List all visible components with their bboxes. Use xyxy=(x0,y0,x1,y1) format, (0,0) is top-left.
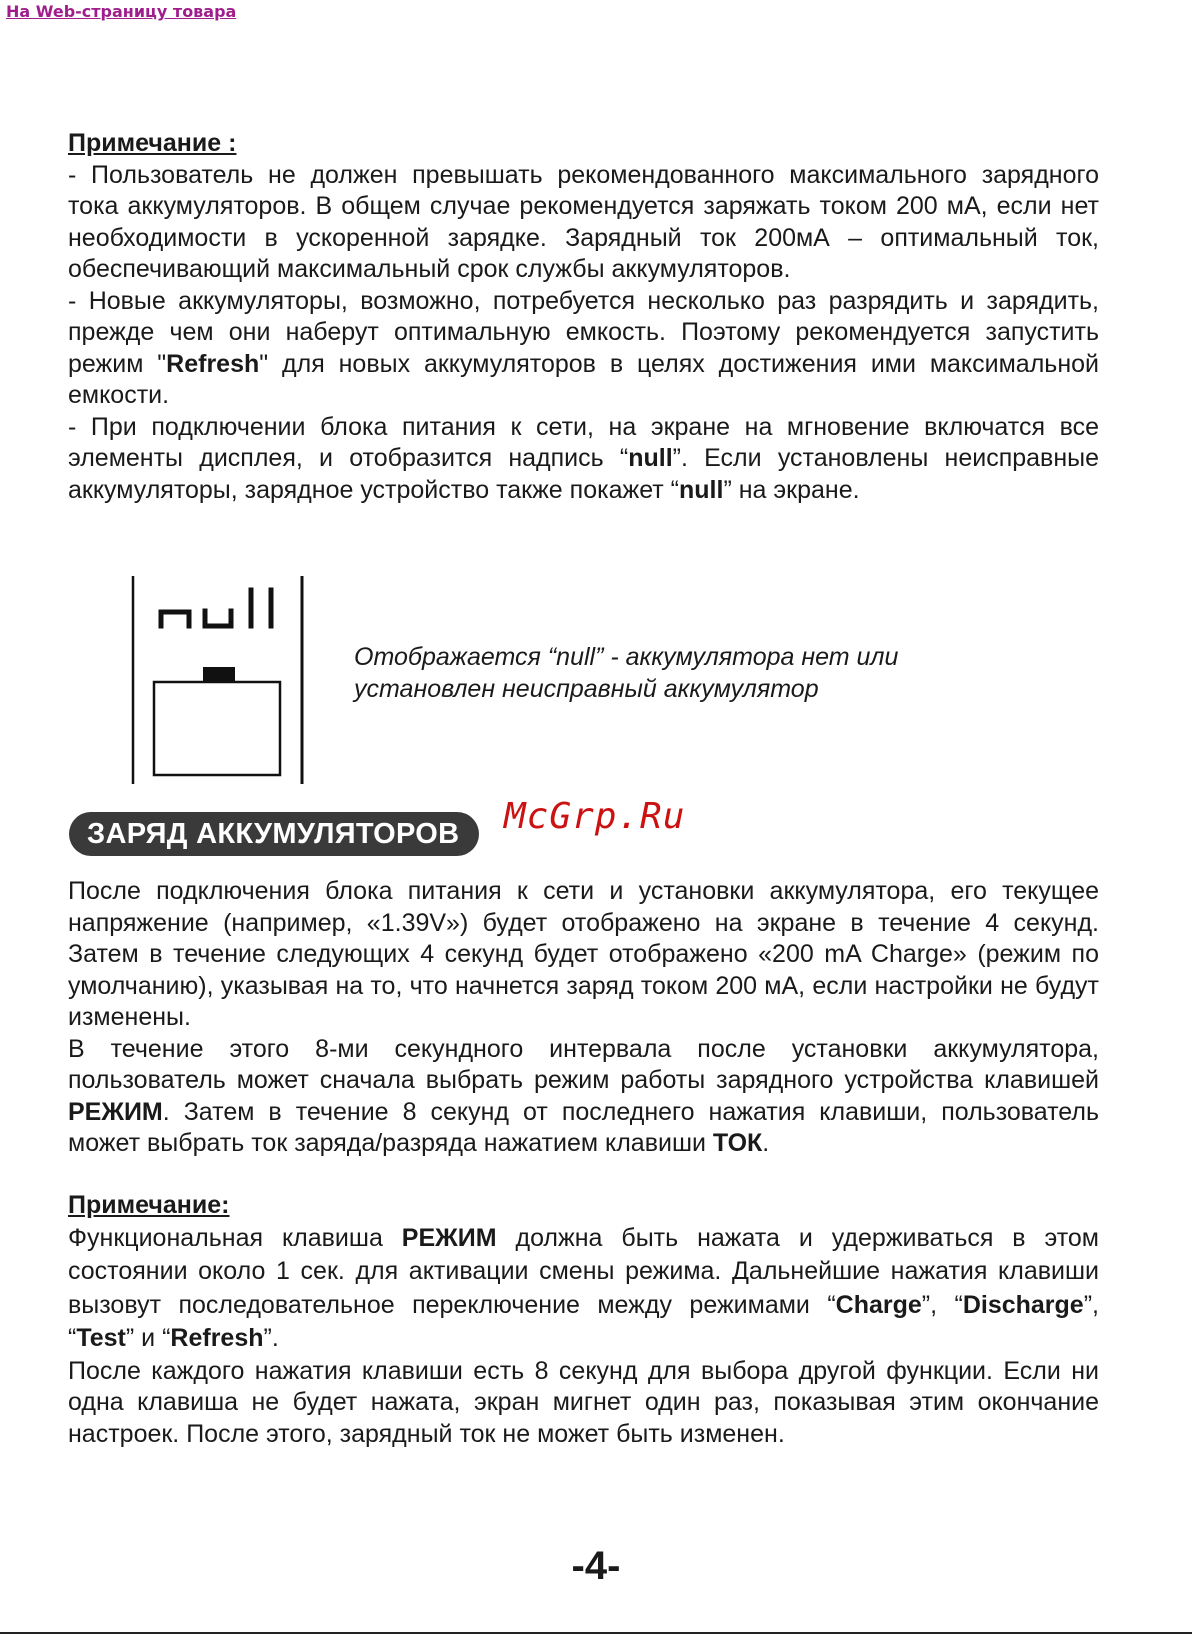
note-heading: Примечание : xyxy=(68,129,237,157)
battery-terminal xyxy=(203,667,235,681)
note-paragraph: - При подключении блока питания к сети, на экране на мгновение включатся все элементы дисплея, и отобразится надпись “null”. Если установлены неисправные аккумуляторы, зарядное устройство также покажет “null” на экране. xyxy=(68,412,1099,504)
charging-section xyxy=(68,876,1099,1160)
note-paragraph: - Пользователь не должен превышать рекомендованного максимального зарядного тока аккумуляторов. В общем случае рекомендуется заряжать током 200 мА, если нет необходимости в ускоренной зарядке. Зарядный ток 200мА – оптимальный ток, обеспечивающий максимальный срок службы аккумуляторов. xyxy=(68,160,1099,283)
battery-icon xyxy=(154,682,280,775)
lcd-segment-digits xyxy=(161,590,271,626)
section-paragraph: В течение этого 8-ми секундного интервала после установки аккумулятора, пользователь может сначала выбрать режим работы зарядного устройства клавишей РЕЖИМ. Затем в течение 8 секунд от последнего нажатия клавиши, пользователь может выбрать ток заряда/разряда нажатием клавиши ТОК. xyxy=(68,1034,1099,1157)
page-number: -4- xyxy=(571,1544,621,1588)
note-block-2 xyxy=(68,1190,1099,1450)
watermark: McGrp.Ru xyxy=(504,796,686,837)
note-heading: Примечание: xyxy=(68,1191,230,1219)
product-page-link[interactable]: На Web-страницу товара xyxy=(6,2,237,21)
note-paragraph: - Новые аккумуляторы, возможно, потребуется несколько раз разрядить и зарядить, прежде чем они наберут оптимальную емкость. Поэтому рекомендуется запустить режим "Refresh" для новых аккумуляторов в целях достижения ими максимальной емкости. xyxy=(68,286,1099,409)
note-block-1 xyxy=(68,128,1099,506)
note-paragraph: После каждого нажатия клавиши есть 8 секунд для выбора другой функции. Если ни одна клавиша не будет нажата, экран мигнет один раз, показывая этим окончание настроек. После этого, зарядный ток не может быть изменен. xyxy=(68,1356,1099,1448)
section-title: ЗАРЯД АККУМУЛЯТОРОВ xyxy=(69,812,479,856)
display-caption: Отображается “null” - аккумулятора нет или установлен неисправный аккумулятор xyxy=(354,643,899,703)
lcd-null-illustration xyxy=(131,576,305,784)
section-paragraph: После подключения блока питания к сети и установки аккумулятора, его текущее напряжение (например, «1.39V») будет отображено на экране в течение 4 секунд. Затем в течение следующих 4 секунд будет отображено «200 mA Charge» (режим по умолчанию), указывая на то, что начнется заряд током 200 мА, если настройки не будут изменены. xyxy=(68,877,1099,1031)
note-paragraph: Функциональная клавиша РЕЖИМ должна быть нажата и удерживаться в этом состоянии около 1 сек. для активации смены режима. Дальнейшие нажатия клавиши вызовут последовательное переключение между режимами “Charge”, “Discharge”, “Test” и “Refresh”. xyxy=(68,1223,1099,1352)
